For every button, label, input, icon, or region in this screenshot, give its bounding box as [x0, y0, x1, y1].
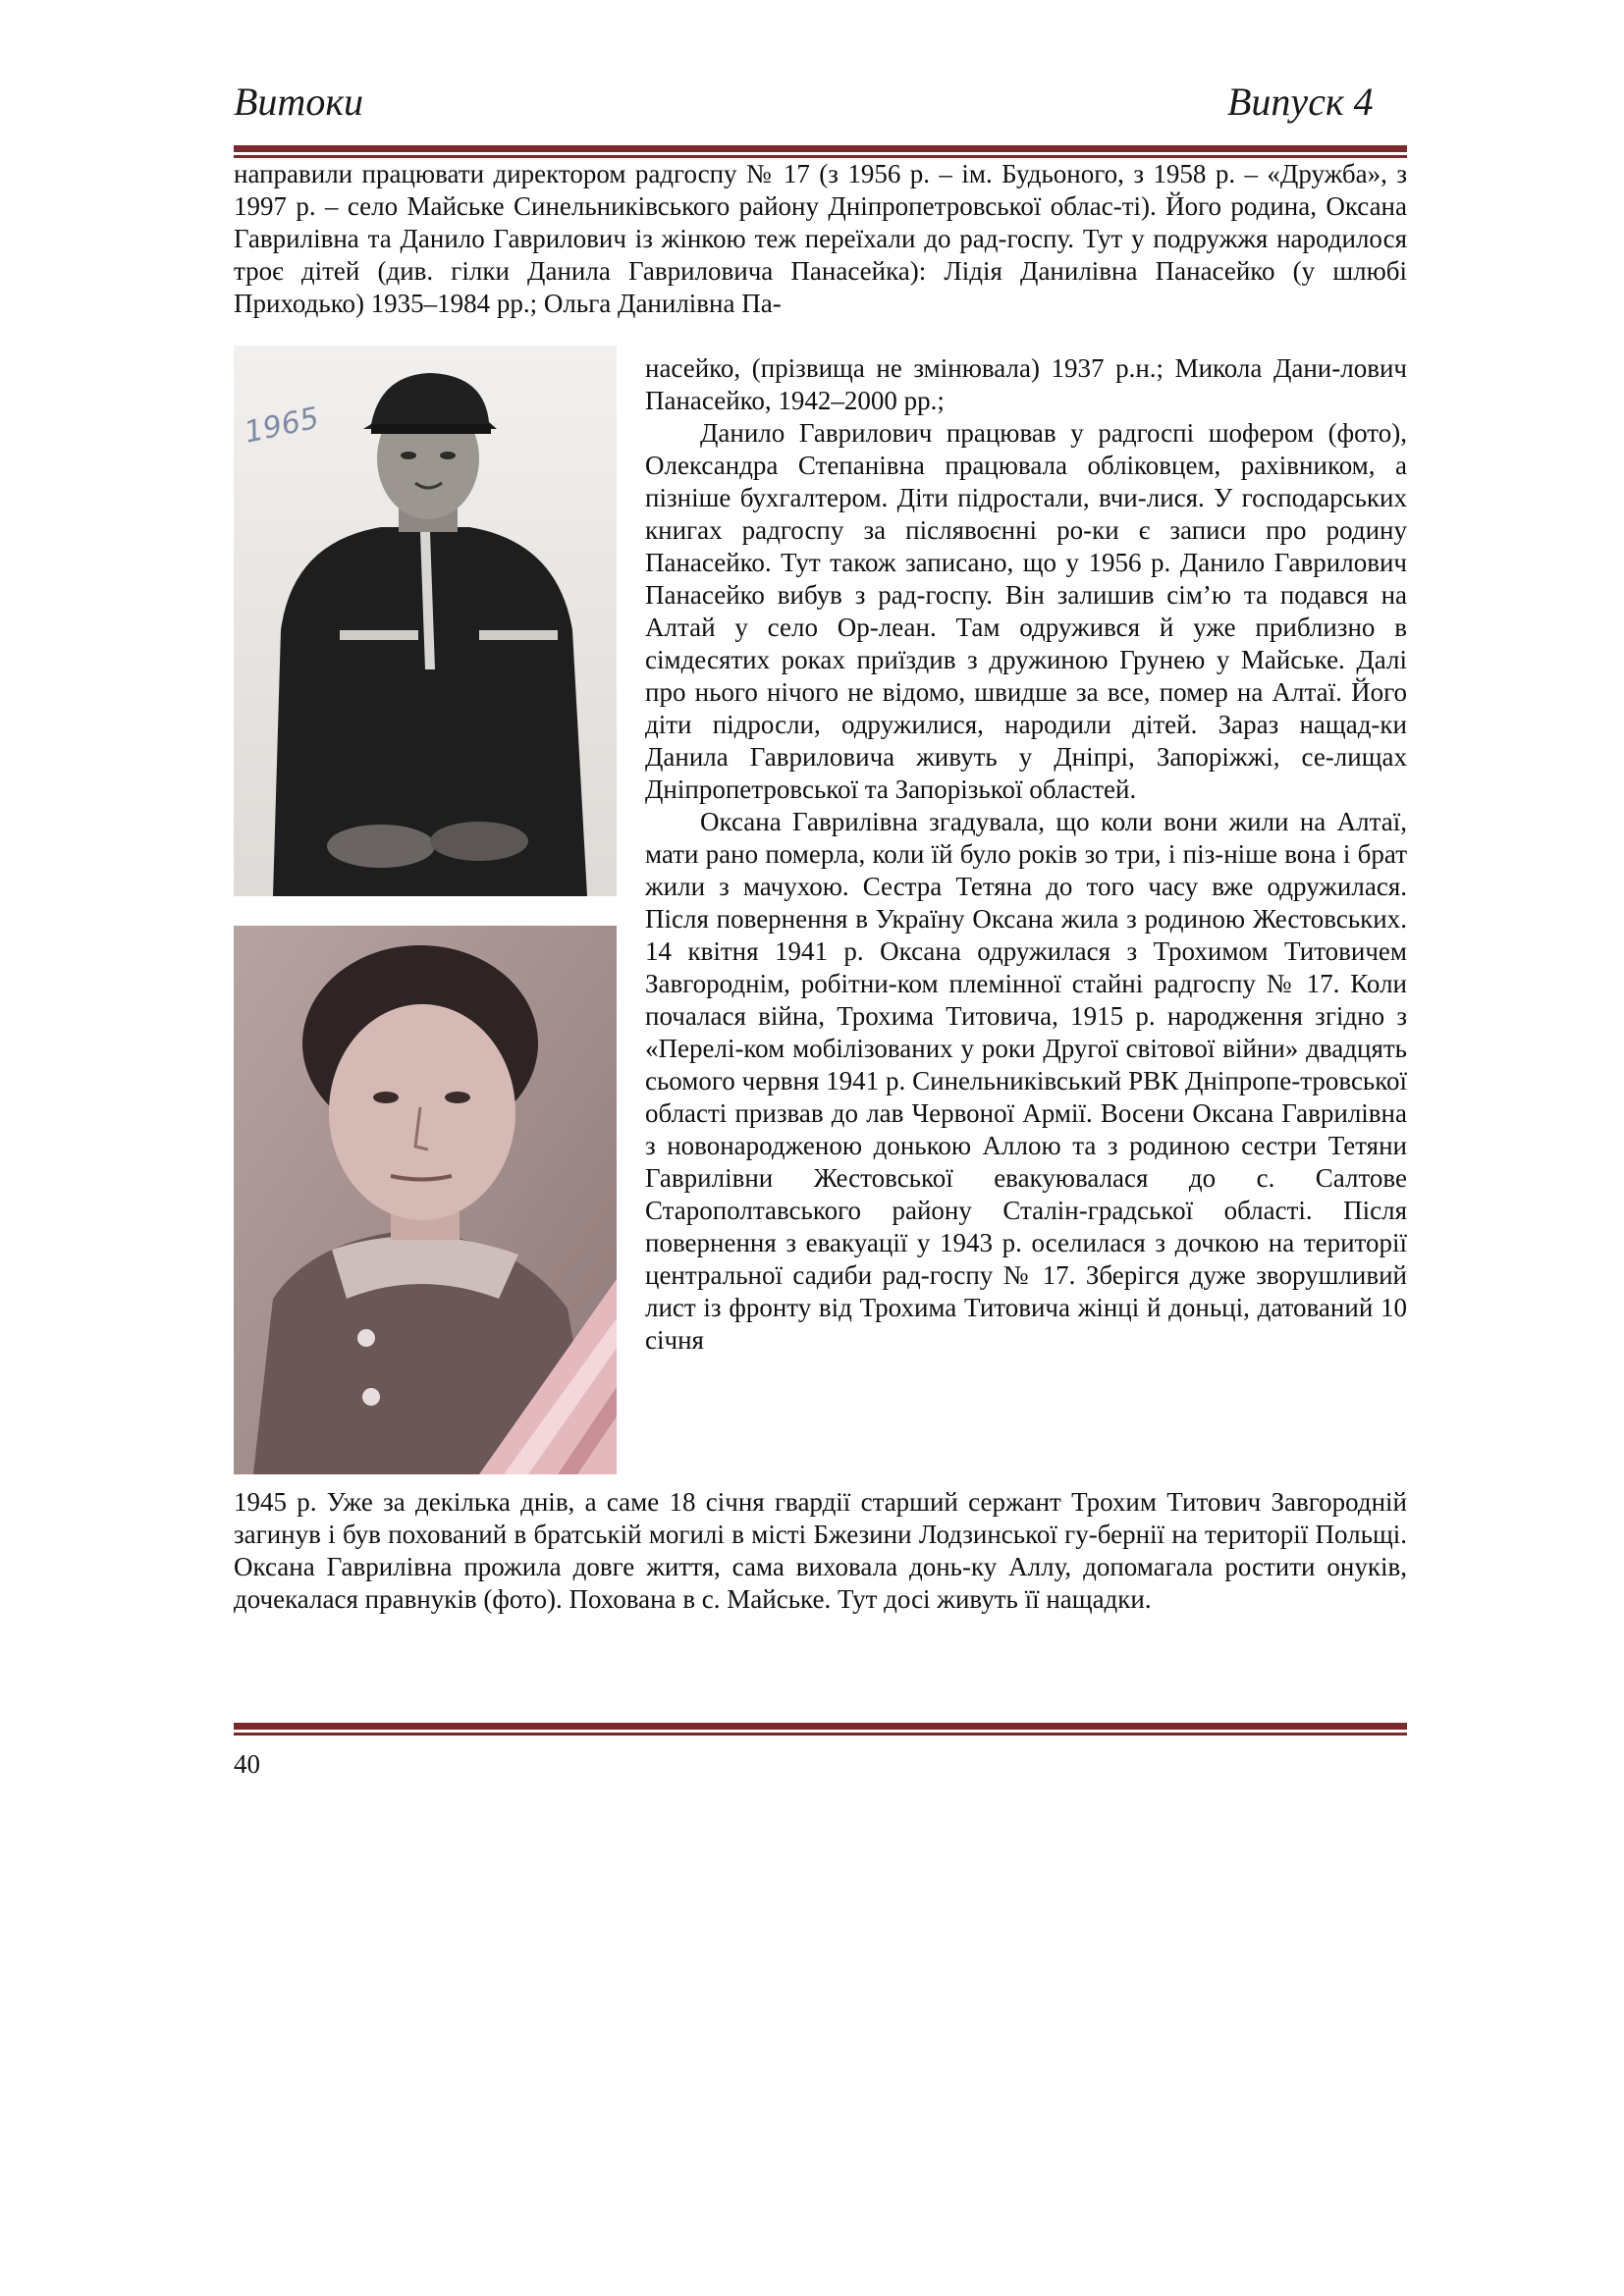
- paragraph-intro: [234, 158, 1407, 320]
- photo-man-portrait: [234, 346, 617, 896]
- running-title-left: Витоки: [234, 80, 364, 124]
- photo-woman-image: [234, 926, 617, 1474]
- footer-divider: [234, 1723, 1407, 1735]
- paragraph-side-column: [645, 352, 1407, 1357]
- page-number: 40: [234, 1749, 260, 1779]
- header-divider: [234, 145, 1407, 158]
- photo-woman-portrait: [234, 926, 617, 1474]
- photo-man-image: [234, 346, 617, 896]
- paragraph-conclusion: [234, 1486, 1407, 1616]
- paragraph-text: Оксана Гаврилівна згадувала, що коли вони жили на Алтаї, мати рано померла, коли їй було років зо три, і піз-ніше вона і брат жили з мачухою. Сестра Тетяна до того часу вже одружилася. Після повернення в Україну Оксана жила з родиною Жестовських. 14 квітня 1941 р. Оксана одружилася з Трохимом Титовичем Завгороднім, робітни-ком племінної стайні радгоспу № 17. Коли почалася війна, Трохима Титовича, 1915 р. народження згідно з «Перелі-ком мобілізованих у роки Другої світової війни» двадцять сьомого червня 1941 р. Синельниківський РВК Дніпропе-тровської області призвав до лав Червоної Армії. Восени Оксана Гаврилівна з новонародженою донькою Аллою та з родиною сестри Тетяни Гаврилівни Жестовської евакуювалася до с. Салтове Старополтавського району Сталін-градської області. Після повернення з евакуації у 1943 р. оселилася з дочкою на території центральної садиби рад-госпу № 17. Зберігся дуже зворушливий лист із фронту від Трохима Титовича жінці й доньці, датований 10 січня: [645, 807, 1407, 1355]
- paragraph-text: 1945 р. Уже за декілька днів, а саме 18 січня гвардії старший сержант Трохим Титович Завгородній загинув і був похований в братській могилі в місті Бжезини Лодзинської гу-бернії на території Польщі. Оксана Гаврилівна прожила довге життя, сама виховала донь-ку Аллу, допомагала ростити онуків, дочекалася правнуків (фото). Похована в с. Майське. Тут досі живуть її нащадки.: [234, 1487, 1407, 1614]
- photo-inscription: 1965: [241, 400, 322, 451]
- paragraph-text: насейко, (прізвища не змінювала) 1937 р.н.; Микола Дани-лович Панасейко, 1942–2000 рр.;: [645, 353, 1407, 415]
- paragraph-text: Данило Гаврилович працював у радгоспі шофером (фото), Олександра Степанівна працювала обліковцем, рахівником, а пізніше бухгалтером. Діти підростали, вчи-лися. У господарських книгах радгоспу за післявоєнні ро-ки є записи про родину Панасейко. Тут також записано, що у 1956 р. Данило Гаврилович Панасейко вибув з рад-госпу. Він залишив сім’ю та подався на Алтай у село Ор-леан. Там одружився й уже приблизно в сімдесятих роках приїздив з дружиною Грунею у Майське. Далі про нього нічого не відомо, швидше за все, помер на Алтаї. Його діти підросли, одружилися, народили дітей. Зараз нащад-ки Данила Гавриловича живуть у Дніпрі, Запоріжжі, се-лищах Дніпропетровської та Запорізької областей.: [645, 418, 1407, 804]
- paragraph-text: направили працювати директором радгоспу № 17 (з 1956 р. – ім. Будьоного, з 1958 р. – «Дружба», з 1997 р. – село Майське Синельниківського району Дніпропетровської облас-ті). Його родина, Оксана Гаврилівна та Данило Гаврилович із жінкою теж переїхали до рад-госпу. Тут у подружжя народилося троє дітей (див. гілки Данила Гавриловича Панасейка): Лідія Данилівна Панасейко (у шлюбі Приходько) 1935–1984 рр.; Ольга Данилівна Па-: [234, 159, 1407, 318]
- running-title-right: Випуск 4: [1227, 80, 1374, 124]
